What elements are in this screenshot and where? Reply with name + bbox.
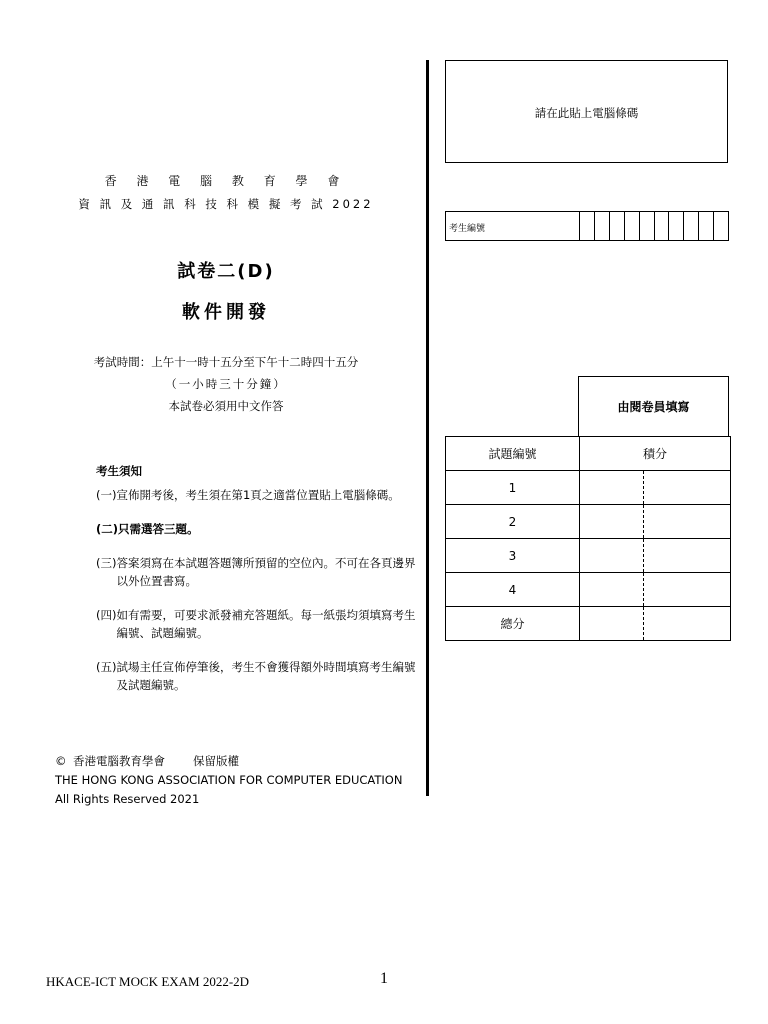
vertical-divider xyxy=(426,60,429,796)
marks-cell-left[interactable] xyxy=(580,539,644,573)
organization-name: 香 港 電 腦 教 育 學 會 xyxy=(104,174,348,188)
instruction-number: (二) xyxy=(96,522,119,536)
page-number: 1 xyxy=(380,970,388,987)
barcode-label: 請在此貼上電腦條碼 xyxy=(534,106,639,120)
instruction-item xyxy=(96,658,416,694)
subject-title: 軟件開發 xyxy=(182,302,270,323)
marking-row xyxy=(446,573,731,607)
marks-cell-right[interactable] xyxy=(644,539,731,573)
candidate-number-cell[interactable] xyxy=(714,212,728,240)
instruction-number: (一) xyxy=(96,488,117,502)
exam-name: 資 訊 及 通 訊 科 技 科 模 擬 考 試 2022 xyxy=(78,197,374,211)
question-number-cell: 總分 xyxy=(446,607,580,641)
candidate-number-box xyxy=(445,211,729,241)
exam-duration: （一小時三十分鐘） xyxy=(165,377,287,391)
instruction-number: (三) xyxy=(96,556,117,570)
question-number-cell: 1 xyxy=(446,471,580,505)
marking-row xyxy=(446,539,731,573)
marking-row xyxy=(446,471,731,505)
question-number-cell: 4 xyxy=(446,573,580,607)
footer-exam-code: HKACE-ICT MOCK EXAM 2022-2D xyxy=(46,974,250,989)
candidate-number-cell[interactable] xyxy=(699,212,714,240)
language-note: 本試卷必須用中文作答 xyxy=(168,399,284,413)
marks-cell-right[interactable] xyxy=(644,471,731,505)
question-number-header: 試題編號 xyxy=(446,437,580,471)
candidate-number-cell[interactable] xyxy=(669,212,684,240)
candidate-number-cell[interactable] xyxy=(610,212,625,240)
copyright-symbol: © xyxy=(55,754,67,768)
marking-table xyxy=(445,436,731,641)
instruction-text: 試場主任宣佈停筆後，考生不會獲得額外時間填寫考生編號及試題編號。 xyxy=(116,660,416,692)
instructions-title: 考生須知 xyxy=(96,464,142,478)
marks-cell-left[interactable] xyxy=(580,607,644,641)
marker-section-header: 由閱卷員填寫 xyxy=(578,376,729,437)
candidate-instructions xyxy=(96,462,416,710)
exam-time: 考試時間：上午十一時十五分至下午十二時四十五分 xyxy=(93,355,359,369)
candidate-number-cell[interactable] xyxy=(595,212,610,240)
instruction-number: (四) xyxy=(96,608,117,622)
marking-total-row xyxy=(446,607,731,641)
instruction-text: 宣佈開考後，考生須在第1頁之適當位置貼上電腦條碼。 xyxy=(116,488,400,502)
copyright-rights-en: All Rights Reserved 2021 xyxy=(55,792,200,806)
instruction-item xyxy=(96,606,416,642)
question-number-cell: 2 xyxy=(446,505,580,539)
candidate-number-cell[interactable] xyxy=(580,212,595,240)
marks-cell-left[interactable] xyxy=(580,505,644,539)
marks-cell-right[interactable] xyxy=(644,505,731,539)
candidate-number-cell[interactable] xyxy=(684,212,699,240)
marks-cell-left[interactable] xyxy=(580,471,644,505)
candidate-number-cell[interactable] xyxy=(640,212,655,240)
copyright-org-en: THE HONG KONG ASSOCIATION FOR COMPUTER EDUCATION xyxy=(55,773,403,787)
barcode-area xyxy=(445,60,728,163)
marks-cell-right[interactable] xyxy=(644,573,731,607)
instruction-text: 答案須寫在本試題答題簿所預留的空位內。不可在各頁邊界以外位置書寫。 xyxy=(116,556,416,588)
candidate-number-label: 考生編號 xyxy=(446,212,580,240)
instruction-item xyxy=(96,486,416,504)
instruction-number: (五) xyxy=(96,660,117,674)
candidate-number-cell[interactable] xyxy=(655,212,670,240)
question-number-cell: 3 xyxy=(446,539,580,573)
candidate-number-cell[interactable] xyxy=(625,212,640,240)
marks-header: 積分 xyxy=(580,437,731,471)
copyright-notice xyxy=(55,752,402,809)
paper-title: 試卷二(D) xyxy=(177,261,275,282)
instruction-item xyxy=(96,520,416,538)
marking-row xyxy=(446,505,731,539)
instruction-text: 如有需要，可要求派發補充答題紙。每一紙張均須填寫考生編號、試題編號。 xyxy=(116,608,416,640)
instruction-text: 只需選答三題。 xyxy=(118,522,199,536)
copyright-org-zh: 香港電腦教育學會 xyxy=(73,754,165,768)
marks-cell-left[interactable] xyxy=(580,573,644,607)
copyright-rights-zh: 保留版權 xyxy=(193,754,239,768)
marks-cell-right[interactable] xyxy=(644,607,731,641)
instruction-item xyxy=(96,554,416,590)
instructions-list xyxy=(96,486,416,694)
